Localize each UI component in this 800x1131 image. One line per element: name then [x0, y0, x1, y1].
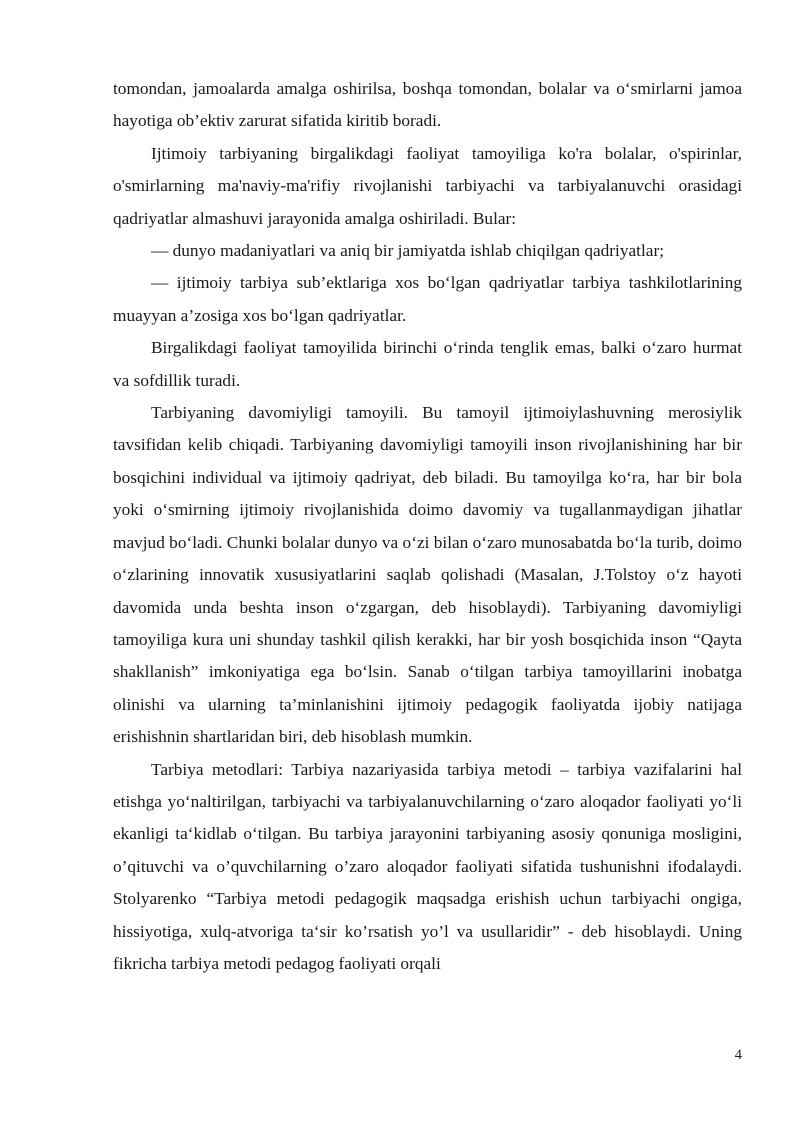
paragraph: Ijtimoiy tarbiyaning birgalikdagi faoliyat tamoyiliga ko'ra bolalar, o'spirinlar, o'smirlarning ma'naviy-ma'rifiy rivojlanishi tarbiyachi va tarbiyalanuvchi orasidagi qadriyatlar almashuvi jarayonida amalga oshiriladi. Bular:: [113, 143, 742, 228]
paragraph: Birgalikdagi faoliyat tamoyilida birinchi o‘rinda tenglik emas, balki o‘zaro hurmat va sofdillik turadi.: [113, 338, 742, 390]
paragraph: Tarbiyaning davomiyligi tamoyili. Bu tamoyil ijtimoiylashuvning merosiylik tavsifidan kelib chiqadi. Tarbiyaning davomiyligi tamoyili inson rivojlanishining har bir bosqichini individual va ijtimoiy qadriyat, deb biladi. Bu tamoyilga ko‘ra, har bir bola yoki o‘smirning ijtimoiy rivojlanishida doimo davomiy va tugallanmaydigan jihatlar mavjud bo‘ladi. Chunki bolalar dunyo va o‘zi bilan o‘zaro munosabatda bo‘la turib, doimo o‘zlarining innovatik xususiyatlarini saqlab qolishadi (Masalan, J.Tolstoy o‘z hayoti davomida unda beshta inson o‘zgargan, deb hisoblaydi). Tarbiyaning davomiyligi tamoyiliga kura uni shunday tashkil qilish kerakki, har bir yosh bosqichida inson “Qayta shakllanish” imkoniyatiga ega bo‘lsin. Sanab o‘tilgan tarbiya tamoyillarini inobatga olinishi va ularning ta’minlanishini ijtimoiy pedagogik faoliyatda ijobiy natijaga erishishnin shartlaridan biri, deb hisoblash mumkin.: [113, 403, 742, 747]
paragraph: tomondan, jamoalarda amalga oshirilsa, boshqa tomondan, bolalar va o‘smirlarni jamoa hayotiga ob’ektiv zarurat sifatida kiritib boradi.: [113, 79, 742, 131]
list-item: — dunyo madaniyatlari va aniq bir jamiyatda ishlab chiqilgan qadriyatlar;: [151, 241, 665, 261]
list-item: — ijtimoiy tarbiya sub’ektlariga xos bo‘lgan qadriyatlar tarbiya tashkilotlarining muayyan a’zosiga xos bo‘lgan qadriyatlar.: [113, 273, 742, 325]
paragraph: Tarbiya metodlari: Tarbiya nazariyasida tarbiya metodi – tarbiya vazifalarini hal etishga yo‘naltirilgan, tarbiyachi va tarbiyalanuvchilarning o‘zaro aloqador faoliyati yo‘li ekanligi ta‘kidlab o‘tilgan. Bu tarbiya jarayonini tarbiyaning asosiy qonuniga mosligini, o’qituvchi va o’quvchilarning o’zaro aloqador faoliyati sifatida tushunishni ifodalaydi. Stolyarenko “Tarbiya metodi pedagogik maqsadga erishish uchun tarbiyachi ongiga, hissiyotiga, xulq-atvoriga ta‘sir ko’rsatish yo’l va usullaridir” - deb hisoblaydi. Uning fikricha tarbiya metodi pedagog faoliyati orqali: [113, 759, 742, 973]
document-body: [113, 73, 742, 980]
page-number: 4: [734, 1047, 742, 1063]
